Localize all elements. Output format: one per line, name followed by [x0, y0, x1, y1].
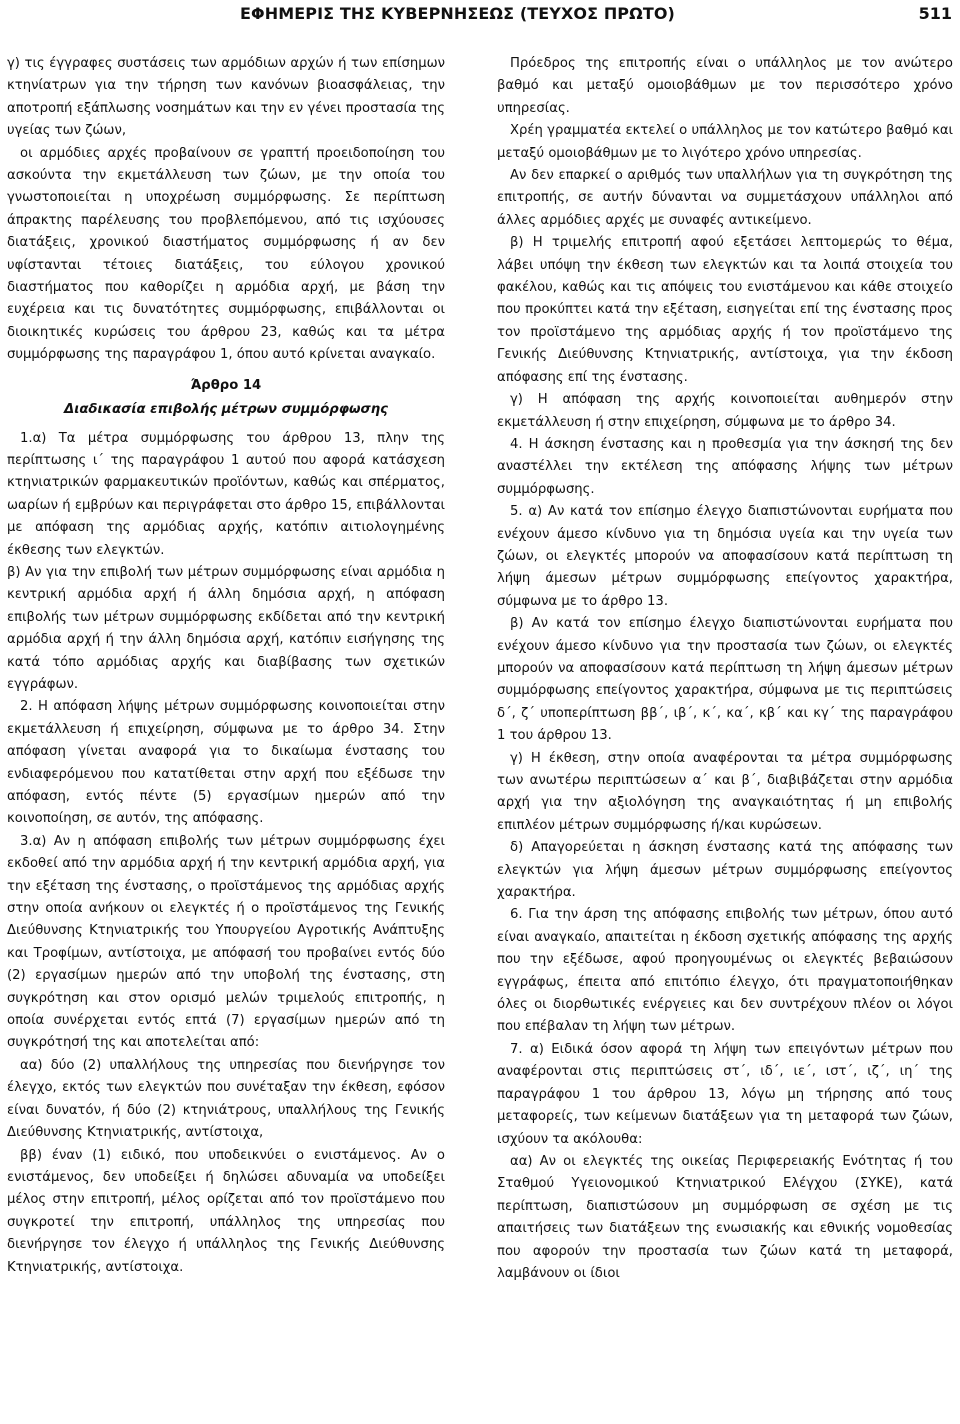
paragraph: 2. Η απόφαση λήψης μέτρων συμμόρφωσης κοινοποιείται στην εκμετάλλευση ή επιχείρηση, σύμφωνα με το άρθρο 34. Στην απόφαση γίνεται αναφορά για το δικαίωμα ένστασης του ενδιαφερόμενου που κατατίθεται στην αρχή που εξέδωσε την απόφαση, εντός πέντε (5) εργασίμων ημερών από την κοινοποίηση, σε αυτόν, της απόφασης. — [7, 699, 445, 827]
paragraph: 5. α) Αν κατά τον επίσημο έλεγχο διαπιστώνονται ευρήματα που ενέχουν άμεσο κίνδυνο για τη δημόσια υγεία και την υγεία των ζώων, οι ελεγκτές μπορούν να αποφασίσουν κατά περίπτωση τη λήψη άμεσων μέτρων συμμόρφωσης επείγοντος χαρακτήρα, σύμφωνα με το άρθρο 13. — [497, 504, 953, 609]
paragraph: Αν δεν επαρκεί ο αριθμός των υπαλλήλων για τη συγκρότηση της επιτροπής, σε αυτήν δύνανται να συμμετάσχουν υπάλληλοι από άλλες αρμόδιες αρχές με συναφές αντικείμενο. — [497, 168, 953, 228]
page-header — [0, 0, 960, 30]
article-heading: Άρθρο 14 — [190, 377, 262, 393]
right-column — [497, 53, 953, 1285]
paragraph: 4. Η άσκηση ένστασης και η προθεσμία για την άσκησή της δεν αναστέλλει την εκτέλεση της απόφασης λήψης των μέτρων συμμόρφωσης. — [497, 436, 953, 497]
paragraph: αα) δύο (2) υπαλλήλους της υπηρεσίας που διενήργησε τον έλεγχο, εκτός των ελεγκτών που συνέταξαν την έκθεση, εφόσον είναι δυνατόν, ή δύο (2) κτηνιάτρους, υπαλλήλους της Γενικής Διεύθυνσης Κτηνιατρικής, αντίστοιχα, — [7, 1057, 445, 1141]
paragraph: γ) τις έγγραφες συστάσεις των αρμόδιων αρχών ή των επίσημων κτηνίατρων για την τήρηση των κανόνων βιοασφάλειας, την αποτροπή εξάπλωσης νοσημάτων και την εν γένει προστασία της υγείας των ζώων, — [7, 56, 445, 139]
page-number: 511 — [918, 4, 952, 23]
paragraph: δ) Απαγορεύεται η άσκηση ένστασης κατά της απόφασης των ελεγκτών για λήψη άμεσων μέτρων συμμόρφωσης επείγοντος χαρακτήρα. — [497, 840, 953, 901]
paragraph: 6. Για την άρση της απόφασης επιβολής των μέτρων, όπου αυτό είναι αναγκαίο, απαιτείται η έκδοση σχετικής απόφασης της αρχής που την εξέδωσε, αφού προηγουμένως οι ελεγκτές βεβαιώσουν εγγράφως, έπειτα από επιτόπιο έλεγχο, ότι πραγματοποιήθηκαν όλες οι διορθωτικές ενέργειες και δεν συντρέχουν πλέον οι λόγοι που επέβαλαν τη λήψη των μέτρων. — [497, 907, 953, 1035]
gazette-title: ΕΦΗΜΕΡΙΣ ΤΗΣ ΚΥΒΕΡΝΗΣΕΩΣ (ΤΕΥΧΟΣ ΠΡΩΤΟ) — [240, 4, 675, 23]
paragraph: Χρέη γραμματέα εκτελεί ο υπάλληλος με τον κατώτερο βαθμό και μεταξύ ομοιοβάθμων με το λιγότερο χρόνο υπηρεσίας. — [497, 123, 953, 161]
paragraph: γ) Η έκθεση, στην οποία αναφέρονται τα μέτρα συμμόρφωσης των ανωτέρω περιπτώσεων α΄ και β΄, διαβιβάζεται στην αρμόδια αρχή για την αξιολόγηση της αναγκαιότητας ή μη επιβολής επιπλέον μέτρων συμμόρφωσης ή/και κυρώσεων. — [497, 750, 953, 833]
paragraph: οι αρμόδιες αρχές προβαίνουν σε γραπτή προειδοποίηση του ασκούντα την εκμετάλλευση των ζώων, με την οποία του γνωστοποιείται η υποχρέωση συμμόρφωσης. Σε περίπτωση άπρακτης παρέλευσης του προβλεπόμενου, από τις ισχύουσες διατάξεις, χρονικού διαστήματος συμμόρφωσης ή αν δεν υφίστανται τέτοιες διατάξεις, του εύλογου χρονικού διαστήματος που καθορίζει η αρμόδια αρχή, με βάση την ευχέρεια και τις δυνατότητες συμμόρφωσης, επιβάλλονται οι διοικητικές κυρώσεις του άρθρου 23, καθώς και τα μέτρα συμμόρφωσης της παραγράφου 1, όπου αυτό κρίνεται αναγκαίο. — [7, 145, 445, 363]
left-column — [7, 53, 445, 1279]
paragraph: β) Αν κατά τον επίσημο έλεγχο διαπιστώνονται ευρήματα που ενέχουν άμεσο κίνδυνο για την προστασία των ζώων, οι ελεγκτές μπορούν να αποφασίσουν κατά περίπτωση τη λήψη άμεσων μέτρων συμμόρφωσης επείγοντος χαρακτήρα, σύμφωνα με τις περιπτώσεις δ΄, ζ΄ υποπερίπτωση ββ΄, ιβ΄, κ΄, κα΄, κβ΄ και κγ΄ της παραγράφου 1 του άρθρου 13. — [497, 616, 953, 744]
paragraph: γ) Η απόφαση της αρχής κοινοποιείται αυθημερόν στην εκμετάλλευση ή στην επιχείρηση, σύμφωνα με το άρθρο 34. — [497, 392, 953, 430]
article-title: Διαδικασία επιβολής μέτρων συμμόρφωσης — [64, 402, 388, 418]
paragraph: 3.α) Αν η απόφαση επιβολής των μέτρων συμμόρφωσης έχει εκδοθεί από την αρμόδια αρχή ή την κεντρική αρμόδια αρχή, για την εξέταση της ένστασης, ο προϊστάμενος της αρμόδιας αρχής στην οποία ανήκουν οι ελεγκτές ή ο προϊστάμενος της Γενικής Διεύθυνσης Κτηνιατρικής του Υπουργείου Αγροτικής Ανάπτυξης και Τροφίμων, αντίστοιχα, με απόφασή του προβαίνει εντός δύο (2) εργασίμων ημερών από την υποβολή της ένστασης, στη συγκρότηση και στον ορισμό μελών τριμελούς επιτροπής, η οποία συνέρχεται εντός επτά (7) εργασίμων ημερών από τη συγκρότησή της και αποτελείται από: — [7, 833, 445, 1051]
paragraph: 1.α) Τα μέτρα συμμόρφωσης του άρθρου 13, πλην της περίπτωσης ι΄ της παραγράφου 1 αυτού που αφορά κατάσχεση κτηνιατρικών φαρμακευτικών προϊόντων, καθώς και σπέρματος, ωαρίων ή εμβρύων και περιγράφεται στο άρθρο 15, επιβάλλονται με απόφαση της αρμόδιας αρχής, κατόπιν αιτιολογημένης έκθεσης των ελεγκτών. — [7, 430, 445, 558]
paragraph: ββ) έναν (1) ειδικό, που υποδεικνύει ο ενιστάμενος. Αν ο ενιστάμενος, δεν υποδείξει ή δηλώσει αδυναμία να υποδείξει μέλος στην επιτροπή, μέλος ορίζεται από τον προϊστάμενο που συγκροτεί την επιτροπή, υπάλληλος της υπηρεσίας που διενήργησε τον έλεγχο ή υπάλληλος της Γενικής Διεύθυνσης Κτηνιατρικής, αντίστοιχα. — [7, 1147, 445, 1275]
paragraph: β) Αν για την επιβολή των μέτρων συμμόρφωσης είναι αρμόδια η κεντρική αρμόδια αρχή ή άλλη δημόσια αρχή, η απόφαση επιβολής των μέτρων συμμόρφωσης εκδίδεται από την κεντρική αρμόδια αρχή ή την άλλη δημόσια αρχή, κατόπιν εισήγησης της κατά τόπο αρμόδιας αρχής και διαβίβασης των σχετικών εγγράφων. — [7, 564, 445, 692]
paragraph: αα) Αν οι ελεγκτές της οικείας Περιφερειακής Ενότητας ή του Σταθμού Υγειονομικού Κτηνιατρικού Ελέγχου (ΣΥΚΕ), κατά περίπτωση, διαπιστώσουν μη συμμόρφωση σε σχέση με τις απαιτήσεις των διατάξεων της ενωσιακής και εθνικής νομοθεσίας που αφορούν την προστασία των ζώων κατά τη μεταφορά, λαμβάνουν οι ίδιοι — [497, 1153, 953, 1281]
paragraph: 7. α) Ειδικά όσον αφορά τη λήψη των επειγόντων μέτρων που αναφέρονται στις περιπτώσεις στ΄, ιδ΄, ιε΄, ιστ΄, ιζ΄, ιη΄ της παραγράφου 1 του άρθρου 13, λόγω μη τήρησης από τους μεταφορείς, των κείμενων διατάξεων για τη μεταφορά των ζώων, ισχύουν τα ακόλουθα: — [497, 1041, 953, 1147]
paragraph: β) Η τριμελής επιτροπή αφού εξετάσει λεπτομερώς το θέμα, λάβει υπόψη την έκθεση των ελεγκτών και τα λοιπά στοιχεία του φακέλου, καθώς και τις απόψεις του ενιστάμενου και κάθε στοιχείο που προκύπτει κατά την εξέταση, εισηγείται επί της ένστασης προς τον προϊστάμενο της αρμόδιας αρχής ή τον προϊστάμενο της Γενικής Διεύθυνσης Κτηνιατρικής, αντίστοιχα, για την έκδοση απόφασης επί της ένστασης. — [497, 235, 953, 385]
paragraph: Πρόεδρος της επιτροπής είναι ο υπάλληλος με τον ανώτερο βαθμό και μεταξύ ομοιοβάθμων με τον περισσότερο χρόνο υπηρεσίας. — [497, 56, 953, 116]
